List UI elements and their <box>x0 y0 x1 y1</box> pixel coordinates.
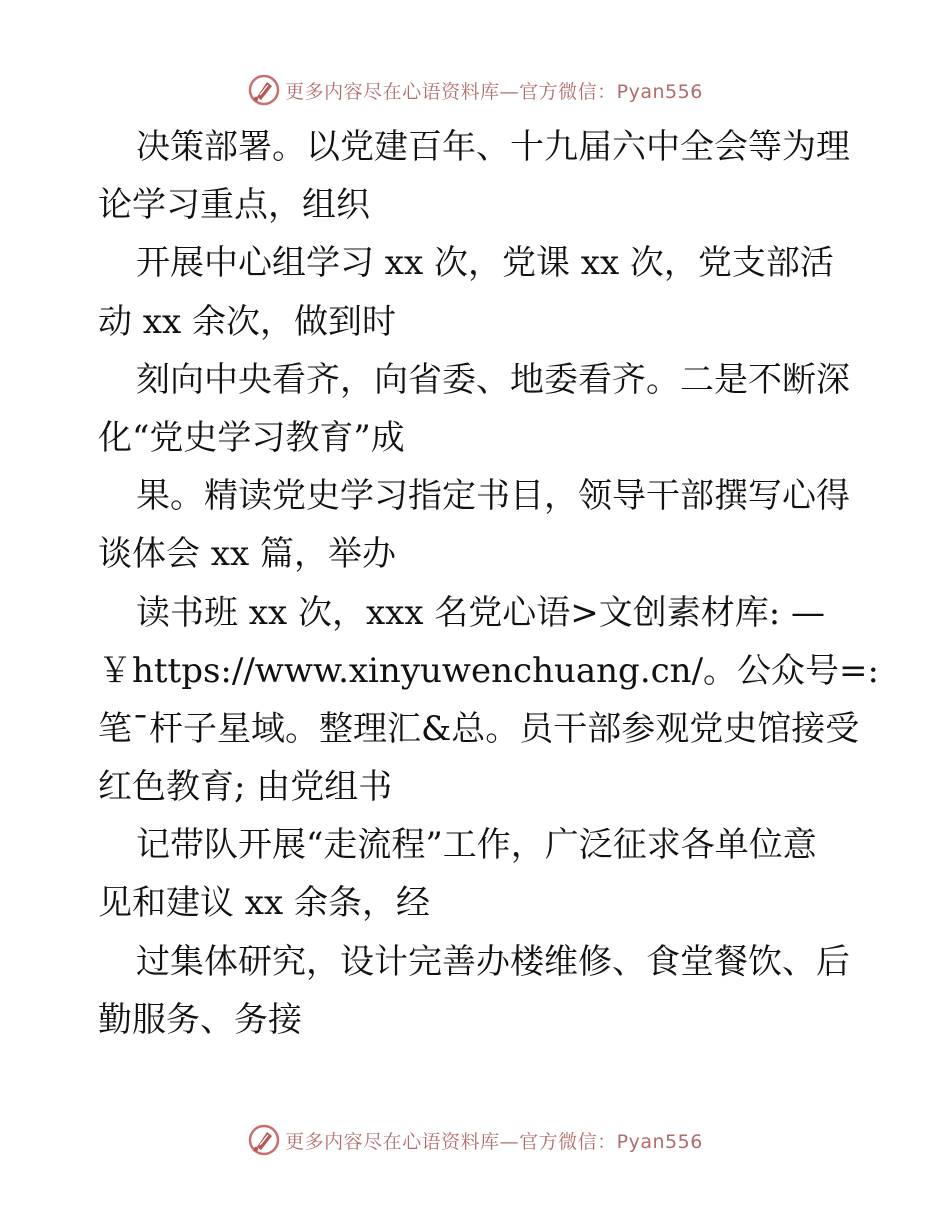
text-line: 读书班 xx 次，xxx 名党心语>文创素材库: — <box>136 592 826 633</box>
pen-nib-logo-icon <box>247 1123 281 1157</box>
text-line: 决策部署。以党建百年、十九届六中全会等为理 <box>136 127 850 167</box>
text-line: 论学习重点，组织 <box>98 185 370 226</box>
text-line: 见和建议 xx 余条，经 <box>98 883 430 924</box>
text-line: 化“党史学习教育”成 <box>98 417 405 458</box>
text-line: ￥https://www.xinyuwenchuang.cn/。公众号=: <box>98 650 879 691</box>
text-line: 笔¯杆子星域。整理汇&总。员干部参观党史馆接受 <box>98 708 860 749</box>
footer-watermark <box>0 1120 950 1160</box>
text-line: 刻向中央看齐，向省委、地委看齐。二是不断深 <box>136 359 850 400</box>
document-body <box>98 118 879 1049</box>
watermark-text: 更多内容尽在心语资料库—官方微信：Pyan556 <box>285 80 703 103</box>
text-line: 谈体会 xx 篇，举办 <box>98 534 396 575</box>
text-line: 勤服务、务接 <box>98 999 302 1040</box>
text-line: 红色教育; 由党组书 <box>98 767 393 808</box>
text-line: 开展中心组学习 xx 次，党课 xx 次，党支部活 <box>136 243 834 284</box>
text-line: 过集体研究，设计完善办楼维修、食堂餐饮、后 <box>136 941 850 982</box>
header-watermark <box>0 70 950 110</box>
text-line: 果。精读党史学习指定书目，领导干部撰写心得 <box>136 476 850 517</box>
text-line: 记带队开展“走流程”工作，广泛征求各单位意 <box>136 825 817 866</box>
pen-nib-logo-icon <box>247 73 281 107</box>
watermark-text: 更多内容尽在心语资料库—官方微信：Pyan556 <box>285 1130 703 1153</box>
text-line: 动 xx 余次，做到时 <box>98 301 396 342</box>
